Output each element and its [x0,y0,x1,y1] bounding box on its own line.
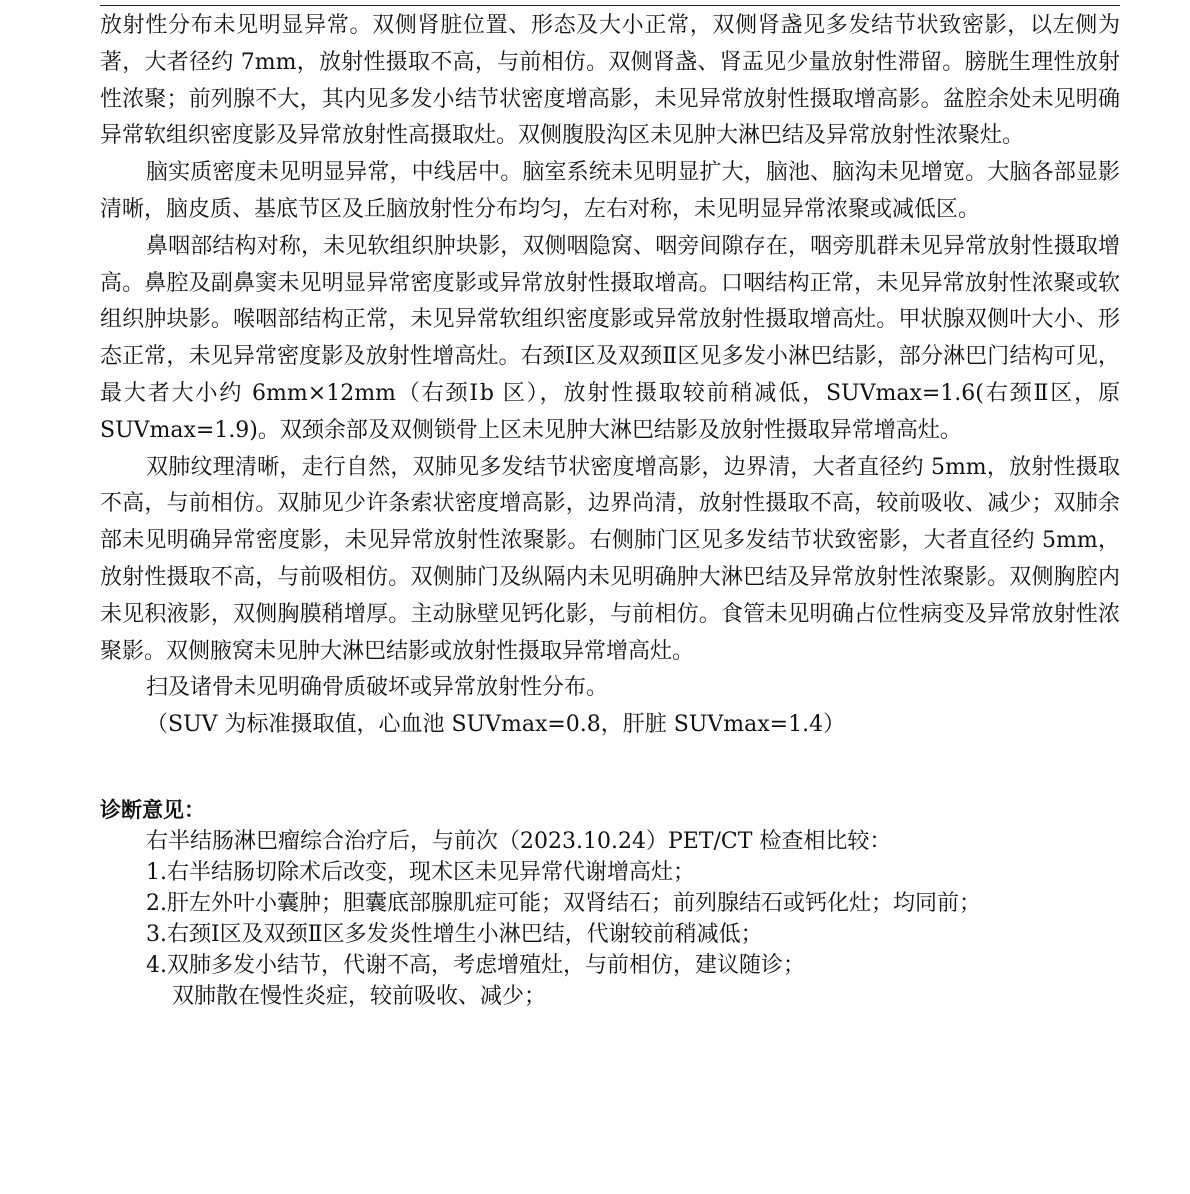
findings-paragraph-chest: 双肺纹理清晰，走行自然，双肺见多发结节状密度增高影，边界清，大者直径约 5mm，放射性摄取不高，与前相仿。双肺见少许条索状密度增高影，边界尚清，放射性摄取不高，较前吸收、减少；双肺余部未见明确异常密度影，未见异常放射性浓聚影。右侧肺门区见多发结节状致密影，大者直径约 5mm，放射性摄取不高，与前吸相仿。双侧肺门及纵隔内未见明确肿大淋巴结及异常放射性浓聚影。双侧胸腔内未见积液影，双侧胸膜稍增厚。主动脉壁见钙化影，与前相仿。食管未见明确占位性病变及异常放射性浓聚影。双侧腋窝未见肿大淋巴结影或放射性摄取异常增高灶。 [100,454,1120,664]
diagnosis-section [100,794,1120,1012]
report-page [100,8,1120,1012]
diagnosis-item: 1.右半结肠切除术后改变，现术区未见异常代谢增高灶； [146,859,695,885]
diagnosis-item-continuation: 双肺散在慢性炎症，较前吸收、减少； [172,983,547,1009]
findings-note-suv: （SUV 为标准摄取值，心血池 SUVmax=0.8，肝脏 SUVmax=1.4） [146,712,846,738]
diagnosis-intro: 右半结肠淋巴瘤综合治疗后，与前次（2023.10.24）PET/CT 检查相比较： [146,828,892,854]
page-top-rule [100,5,1120,6]
findings-section [100,8,1120,744]
findings-paragraph-head-neck: 鼻咽部结构对称，未见软组织肿块影，双侧咽隐窝、咽旁间隙存在，咽旁肌群未见异常放射性摄取增高。鼻腔及副鼻窦未见明显异常密度影或异常放射性摄取增高。口咽结构正常，未见异常放射性浓聚或软组织肿块影。喉咽部结构正常，未见异常软组织密度影或异常放射性摄取增高灶。甲状腺双侧叶大小、形态正常，未见异常密度影及放射性增高灶。右颈Ⅰ区及双颈Ⅱ区见多发小淋巴结影，部分淋巴门结构可见，最大者大小约 6mm×12mm（右颈Ⅰb 区），放射性摄取较前稍减低，SUVmax=1.6(右颈Ⅱ区，原 SUVmax=1.9)。双颈余部及双侧锁骨上区未见肿大淋巴结影及放射性摄取异常增高灶。 [100,233,1120,443]
findings-paragraph-brain: 脑实质密度未见明显异常，中线居中。脑室系统未见明显扩大，脑池、脑沟未见增宽。大脑各部显影清晰，脑皮质、基底节区及丘脑放射性分布均匀，左右对称，未见明显异常浓聚或减低区。 [100,160,1120,222]
findings-paragraph-bones: 扫及诸骨未见明确骨质破坏或异常放射性分布。 [146,675,609,701]
diagnosis-item: 2.肝左外叶小囊肿；胆囊底部腺肌症可能；双肾结石；前列腺结石或钙化灶；均同前； [146,890,981,916]
findings-paragraph-abdomen-pelvis: 放射性分布未见明显异常。双侧肾脏位置、形态及大小正常，双侧肾盏见多发结节状致密影，以左侧为著，大者径约 7mm，放射性摄取不高，与前相仿。双侧肾盏、肾盂见少量放射性滞留。膀胱生理性放射性浓聚；前列腺不大，其内见多发小结节状密度增高影，未见异常放射性摄取增高影。盆腔余处未见明确异常软组织密度影及异常放射性高摄取灶。双侧腹股沟区未见肿大淋巴结及异常放射性浓聚灶。 [100,13,1120,149]
diagnosis-item: 4.双肺多发小结节，代谢不高，考虑增殖灶，与前相仿，建议随诊； [146,952,805,978]
diagnosis-heading: 诊断意见： [100,797,205,822]
diagnosis-body [100,826,1120,1012]
diagnosis-item: 3.右颈Ⅰ区及双颈Ⅱ区多发炎性增生小淋巴结，代谢较前稍减低； [146,921,763,947]
section-spacer [100,744,1120,794]
